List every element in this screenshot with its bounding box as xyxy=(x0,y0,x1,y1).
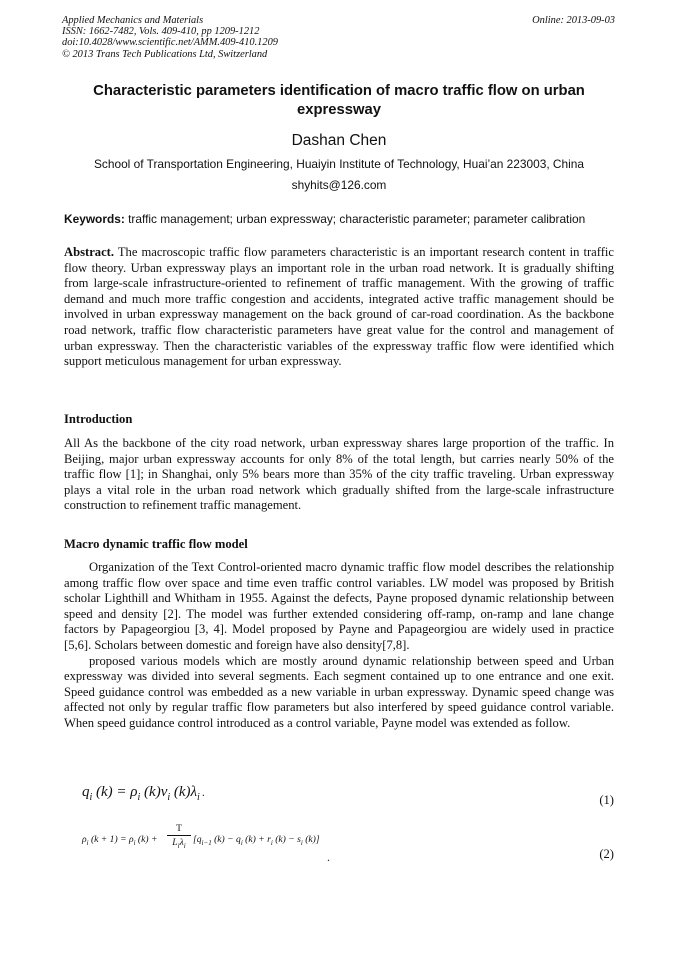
journal-name: Applied Mechanics and Materials xyxy=(62,15,204,26)
equation-2-period: . xyxy=(327,850,330,864)
equation-1: $q_i$ $(k) = \rho_i$ $(k)v_i$ $(k)\lambda_i$ . xyxy=(82,784,205,803)
keywords-line xyxy=(64,212,624,227)
abstract-label: Abstract. xyxy=(64,245,115,259)
equation-2: $\rho_i$ $(k + 1) = \rho_i$ (k) + T $L_i\lambda_i$ [$q_{i-1}$ $(k) - q_i$ $(k) + r_i$ $(k) - s_i$ (k)] xyxy=(82,822,352,862)
section-heading-introduction: Introduction xyxy=(64,412,133,426)
equation-2-numerator: T xyxy=(176,823,182,834)
equation-1-number: (1) xyxy=(599,793,614,807)
journal-issn: ISSN: 1662-7482, Vols. 409-410, pp 1209-1212 xyxy=(62,26,260,38)
paper-title: Characteristic parameters identification of macro traffic flow on urban expressway xyxy=(93,83,585,118)
journal-copyright: © 2013 Trans Tech Publications Ltd, Switzerland xyxy=(62,48,268,60)
macro-model-text xyxy=(64,560,614,732)
section-heading-macro-model: Macro dynamic traffic flow model xyxy=(64,537,248,551)
online-date: Online: 2013-09-03 xyxy=(532,15,615,26)
keywords-label: Keywords: xyxy=(64,212,125,226)
equation-2-fraction: T $L_i\lambda_i$ xyxy=(167,822,191,853)
author-email: shyhits@126.com xyxy=(291,178,387,192)
macro-paragraph-1: Organization of the Text Control-oriented macro dynamic traffic flow model describes the relationship among traffic flow over space and time even traffic control variables. LW model was proposed by British scholar Lighthill and Whitham in 1955. Against the defects, Payne proposed dynamic relationship between speed and density [2]. The model was further extended considering off-ramp, on-ramp and lane change factors by Papageorgiou [3, 4]. Model proposed by Payne and Papageorgiou are widely used in practice [5,6]. Scholars between domestic and foreign have also density[7,8]. xyxy=(64,560,614,652)
macro-paragraph-2: proposed various models which are mostly around dynamic relationship between speed and Urban expressway was divided into several segments. Each segment contained up to one entrance and one exit. Speed guidance control was embedded as a new variable in urban expressway. Dynamic speed change was affected not only by regular traffic flow parameters but also interfered by speed guidance control variable. When speed guidance control introduced as a control variable, Payne model was extended as follow. xyxy=(64,653,614,730)
introduction-text: All As the backbone of the city road network, urban expressway shares large proportion of the traffic. In Beijing, major urban expressway accounts for only 8% of the total length, but carries nearly 50% of the traffic flow [1]; in Shanghai, only 5% bears more than 35% of the city traffic traveling. Urban expressway plays a vital role in the urban road network which gradually shifted from the large-scale infrastructure construction to refinement traffic management. xyxy=(64,436,614,513)
paper-affiliation: School of Transportation Engineering, Huaiyin Institute of Technology, Huai’an 223003, China xyxy=(93,157,585,171)
journal-header xyxy=(62,15,482,60)
abstract-text: The macroscopic traffic flow parameters characteristic is an important research content in traffic flow theory. Urban expressway plays an important role in the urban road network. It is gradually shifting from large-scale infrastructure-oriented to refinement of traffic management. With the growing of traffic demand and much more traffic congestion and accidents, integrated active traffic management should be involved in urban expressway management on the back ground of car-road coordination. As the backbone road network, traffic flow characteristic parameters have great value for the control and management of urban expressway. Then the characteristic variables of the expressway traffic flow were identified which support meticulous management for urban expressway. xyxy=(64,245,614,369)
equation-2-number: (2) xyxy=(599,847,614,861)
paper-author: Dashan Chen xyxy=(291,132,387,149)
journal-doi: doi:10.4028/www.scientific.net/AMM.409-410.1209 xyxy=(62,37,278,49)
keywords-text: traffic management; urban expressway; characteristic parameter; parameter calibration xyxy=(128,212,586,226)
abstract xyxy=(64,245,614,370)
